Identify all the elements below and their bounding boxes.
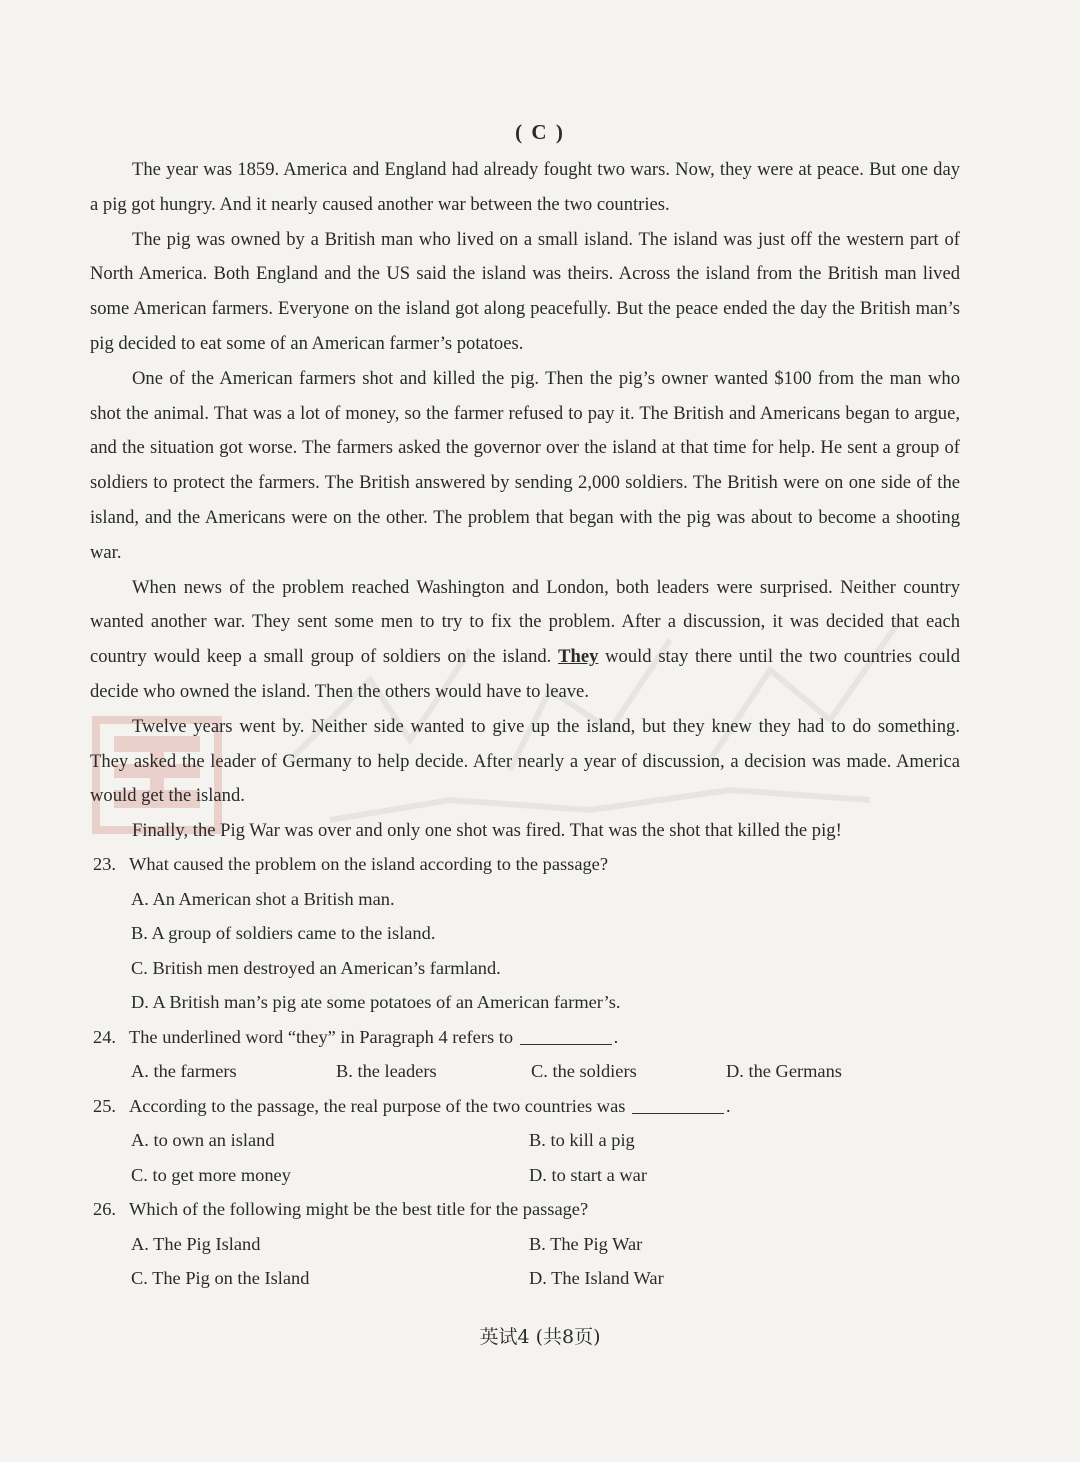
paragraph-4 <box>90 571 960 710</box>
section-title: ( C ) <box>515 120 565 144</box>
option-d: D. A British man’s pig ate some potatoes of an American farmer’s. <box>131 992 621 1012</box>
question-stem: The underlined word “they” in Paragraph 4 refers to <box>129 1026 514 1047</box>
paragraph-4-text-after: would stay there until the two countries could decide who owned the island. Then the others would have to leave. <box>90 646 960 702</box>
paragraph-2: The pig was owned by a British man who lived on a small island. The island was just off the western part of North America. Both England and the US said the island was theirs. Across the island from the British man lived some American farmers. Everyone on the island got along peacefully. But the peace ended the day the British man’s pig decided to eat some of an American farmer’s potatoes. <box>90 228 960 354</box>
question-24 <box>93 1020 963 1089</box>
option-d: D. to start a war <box>529 1164 647 1185</box>
option-b: B. to kill a pig <box>529 1130 635 1150</box>
answer-blank <box>520 1026 612 1045</box>
option-c: C. The Pig on the Island <box>131 1268 310 1288</box>
option-d: D. the Germans <box>726 1061 842 1081</box>
paragraph-3: One of the American farmers shot and killed the pig. Then the pig’s owner wanted $100 from the man who shot the animal. That was a lot of money, so the farmer refused to pay it. The British and Americans began to argue, and the situation got worse. The farmers asked the governor over the island at that time for help. He sent a group of soldiers to protect the farmers. The British answered by sending 2,000 soldiers. The British were on one side of the island, and the Americans were on the other. The problem that began with the pig was about to become a shooting war. <box>90 367 960 563</box>
question-stem-end: . <box>726 1095 731 1116</box>
paragraph-4-text-before: When news of the problem reached Washington and London, both leaders were surprised. Neither country wanted another war. They sent some men to try to fix the problem. After a discussion, it was decided that each country would keep a small group of soldiers on the island. <box>90 576 960 668</box>
option-a: A. the farmers <box>131 1061 237 1081</box>
question-stem: Which of the following might be the best title for the passage? <box>129 1199 589 1219</box>
question-stem: According to the passage, the real purpose of the two countries was <box>129 1095 626 1116</box>
paragraph-1: The year was 1859. America and England had already fought two wars. Now, they were at peace. But one day a pig got hungry. And it nearly caused another war between the two countries. <box>90 159 960 215</box>
question-stem: What caused the problem on the island according to the passage? <box>129 854 609 874</box>
question-number: 25. <box>93 1095 116 1116</box>
paragraph-6: Finally, the Pig War was over and only one shot was fired. That was the shot that killed the pig! <box>132 820 842 842</box>
paragraph-5: Twelve years went by. Neither side wanted to give up the island, but they knew they had to do something. They asked the leader of Germany to help decide. After nearly a year of discussion, a decision was made. America would get the island. <box>90 715 960 807</box>
reading-passage <box>90 153 960 849</box>
option-a: A. The Pig Island <box>131 1233 261 1254</box>
option-a: A. to own an island <box>131 1130 275 1150</box>
option-c: C. the soldiers <box>531 1061 637 1081</box>
option-b: B. the leaders <box>336 1061 437 1081</box>
answer-blank <box>632 1095 724 1114</box>
question-26 <box>93 1192 963 1296</box>
question-stem-end: . <box>613 1026 619 1047</box>
option-b: B. A group of soldiers came to the island. <box>131 923 436 943</box>
question-number: 26. <box>93 1199 116 1219</box>
question-23 <box>93 847 963 1020</box>
page-footer: 英试4 (共8页) <box>479 1326 601 1348</box>
question-25 <box>93 1089 963 1193</box>
option-d: D. The Island War <box>529 1268 664 1288</box>
option-a: A. An American shot a British man. <box>131 888 395 909</box>
option-c: C. British men destroyed an American’s farmland. <box>131 957 501 978</box>
question-list <box>93 847 963 1296</box>
underlined-word: They <box>558 646 599 668</box>
question-number: 23. <box>93 854 116 874</box>
question-number: 24. <box>93 1026 116 1047</box>
option-c: C. to get more money <box>131 1164 291 1185</box>
option-b: B. The Pig War <box>529 1233 643 1254</box>
